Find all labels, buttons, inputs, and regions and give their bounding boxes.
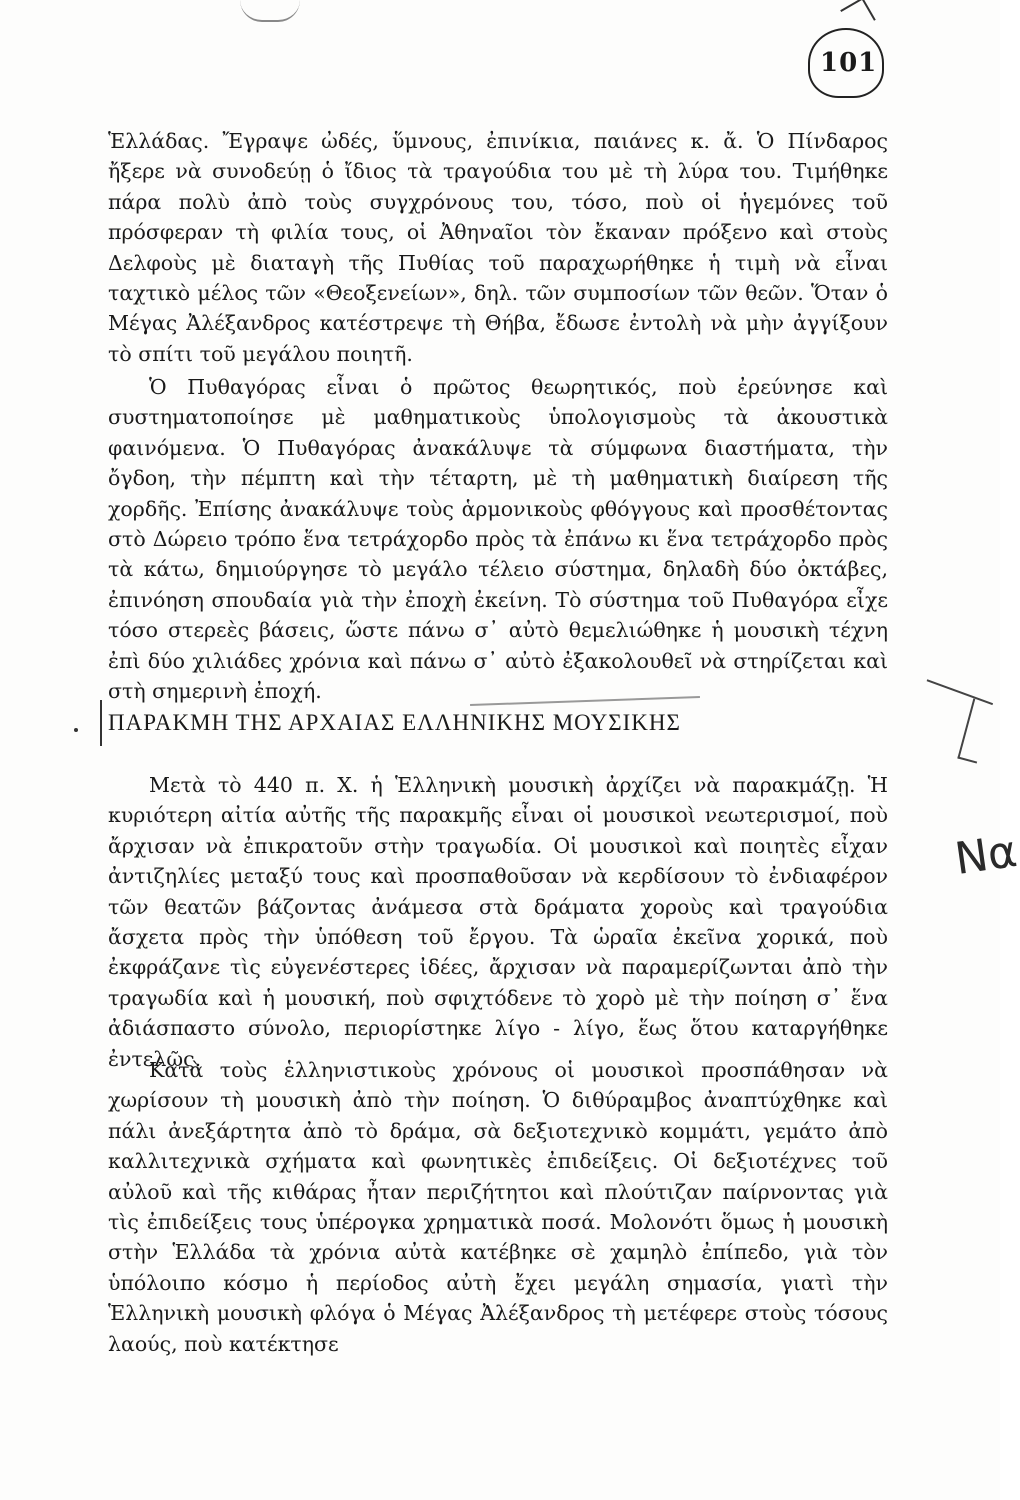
margin-handwritten-note: Να: [951, 825, 1020, 886]
heading-dot: [74, 728, 78, 732]
paragraph-hellenistic: [108, 1055, 888, 1359]
page-number: 101: [820, 48, 878, 78]
paragraph-pythagoras: [108, 372, 888, 706]
pencil-scribble: [240, 0, 300, 22]
paragraph-text: Ἑλλάδας. Ἔγραψε ὠδές, ὕμνους, ἐπινίκια, παιάνες κ. ἄ. Ὁ Πίνδαρος ἤξερε νὰ συνοδεύῃ ὁ ἴδιος τὰ τραγούδια του μὲ τὴ λύρα του. Τιμήθηκε πάρα πολὺ ἀπὸ τοὺς συγχρόνους του, τόσο, ποὺ οἱ ἡγεμόνες τοῦ πρόσφεραν τὴ φιλία τους, οἱ Ἀθηναῖοι τὸν ἔκαναν πρόξενο καὶ στοὺς Δελφοὺς μὲ διαταγὴ τῆς Πυθίας τοῦ παραχωρήθηκε ἡ τιμὴ νὰ εἶναι ταχτικὸ μέλος τῶν «Θεοξενείων», δηλ. τῶν συμποσίων τῶν θεῶν. Ὅταν ὁ Μέγας Ἀλέξανδρος κατέστρεψε τὴ Θήβα, ἔδωσε ἐντολὴ νὰ μὴν ἀγγίξουν τὸ σπίτι τοῦ μεγάλου ποιητῆ.: [108, 129, 888, 366]
paragraph-text: Ὁ Πυθαγόρας εἶναι ὁ πρῶτος θεωρητικός, ποὺ ἐρεύνησε καὶ συστηματοποίησε μὲ μαθηματικοὺς ὑπολογισμοὺς τὰ ἀκουστικὰ φαινόμενα. Ὁ Πυθαγόρας ἀνακάλυψε τὰ σύμφωνα διαστήματα, τὴν ὄγδοη, τὴν πέμπτη καὶ τὴν τέταρτη, μὲ τὴ μαθηματικὴ διαίρεση τῆς χορδῆς. Ἐπίσης ἀνακάλυψε τοὺς ἁρμονικοὺς φθόγγους καὶ προσθέτοντας στὸ Δώρειο τρόπο ἕνα τετράχορδο πρὸς τὰ ἐπάνω κι ἕνα τετράχορδο πρὸς τὰ κάτω, δημιούργησε τὸ μεγάλο τέλειο σύστημα, δηλαδὴ δύο ὀκτάβες, ἐπινόηση σπουδαία γιὰ τὴν ἐποχὴ ἐκείνη. Τὸ σύστημα τοῦ Πυθαγόρα εἶχε τόσο στερεὲς βάσεις, ὥστε πάνω σ᾿ αὐτὸ θεμελιώθηκε ἡ μουσικὴ τέχνη ἐπὶ δύο χιλιάδες χρόνια καὶ πάνω σ᾿ αὐτὸ ἐξακολουθεῖ νὰ στηρίζεται καὶ στὴ σημερινὴ ἐποχή.: [108, 375, 888, 704]
paragraph-text: Κατὰ τοὺς ἑλληνιστικοὺς χρόνους οἱ μουσικοὶ προσπάθησαν νὰ χωρίσουν τὴ μουσικὴ ἀπὸ τὴν ποίηση. Ὁ διθύραμβος ἀναπτύχθηκε καὶ πάλι ἀνεξάρτητα ἀπὸ τὸ δράμα, σὰ δεξιοτεχνικὸ κομμάτι, γεμάτο ἀπὸ καλλιτεχνικὰ σχήματα καὶ φωνητικὲς ἐπιδείξεις. Οἱ δεξιοτέχνες τοῦ αὐλοῦ καὶ τῆς κιθάρας ἦταν περιζήτητοι καὶ πλούτιζαν παίρνοντας γιὰ τὶς ἐπιδείξεις τους ὑπέρογκα χρηματικὰ ποσά. Μολονότι ὅμως ἡ μουσικὴ στὴν Ἑλλάδα τὰ χρόνια αὐτὰ κατέβηκε σὲ χαμηλὸ ἐπίπεδο, γιὰ τὸν ὑπόλοιπο κόσμο ἡ περίοδος αὐτὴ ἔχει μεγάλη σημασία, γιατὶ τὴν Ἑλληνικὴ μουσικὴ φλόγα ὁ Μέγας Ἀλέξανδρος τὴ μετέφερε στοὺς τόσους λαούς, ποὺ κατέκτησε: [108, 1058, 888, 1356]
paragraph-pindar: [108, 126, 888, 369]
paragraph-text: Μετὰ τὸ 440 π. Χ. ἡ Ἑλληνικὴ μουσικὴ ἀρχίζει νὰ παρακμάζῃ. Ἡ κυριότερη αἰτία αὐτῆς τῆς παρακμῆς εἶναι οἱ μουσικοὶ νεωτερισμοί, ποὺ ἄρχισαν νὰ ἐπικρατοῦν στὴν τραγωδία. Οἱ μουσικοὶ καὶ ποιητὲς εἶχαν ἀντιζηλίες μεταξύ τους καὶ προσπαθοῦσαν νὰ κερδίσουν τὸ ἐνδιαφέρον τῶν θεατῶν βάζοντας ἀνάμεσα στὰ δράματα χοροὺς καὶ τραγούδια ἄσχετα πρὸς τὴν ὑπόθεση τοῦ ἔργου. Τὰ ὡραῖα ἐκεῖνα χορικά, ποὺ ἐκφράζανε τὶς εὐγενέστερες ἰδέες, ἄρχισαν νὰ παραμερίζωνται ἀπὸ τὴν τραγωδία καὶ ἡ μουσική, ποὺ σφιχτόδενε τὸ χορὸ μὲ τὴν ποίηση σ᾿ ἕνα ἀδιάσπαστο σύνολο, περιορίστηκε λίγο - λίγο, ἕως ὅτου καταργήθηκε ἐντελῶς.: [108, 773, 888, 1071]
paragraph-decline: [108, 770, 888, 1074]
section-heading: ΠΑΡΑΚΜΗ ΤΗΣ ΑΡΧΑΙΑΣ ΕΛΛΗΝΙΚΗΣ ΜΟΥΣΙΚΗΣ: [108, 710, 681, 735]
